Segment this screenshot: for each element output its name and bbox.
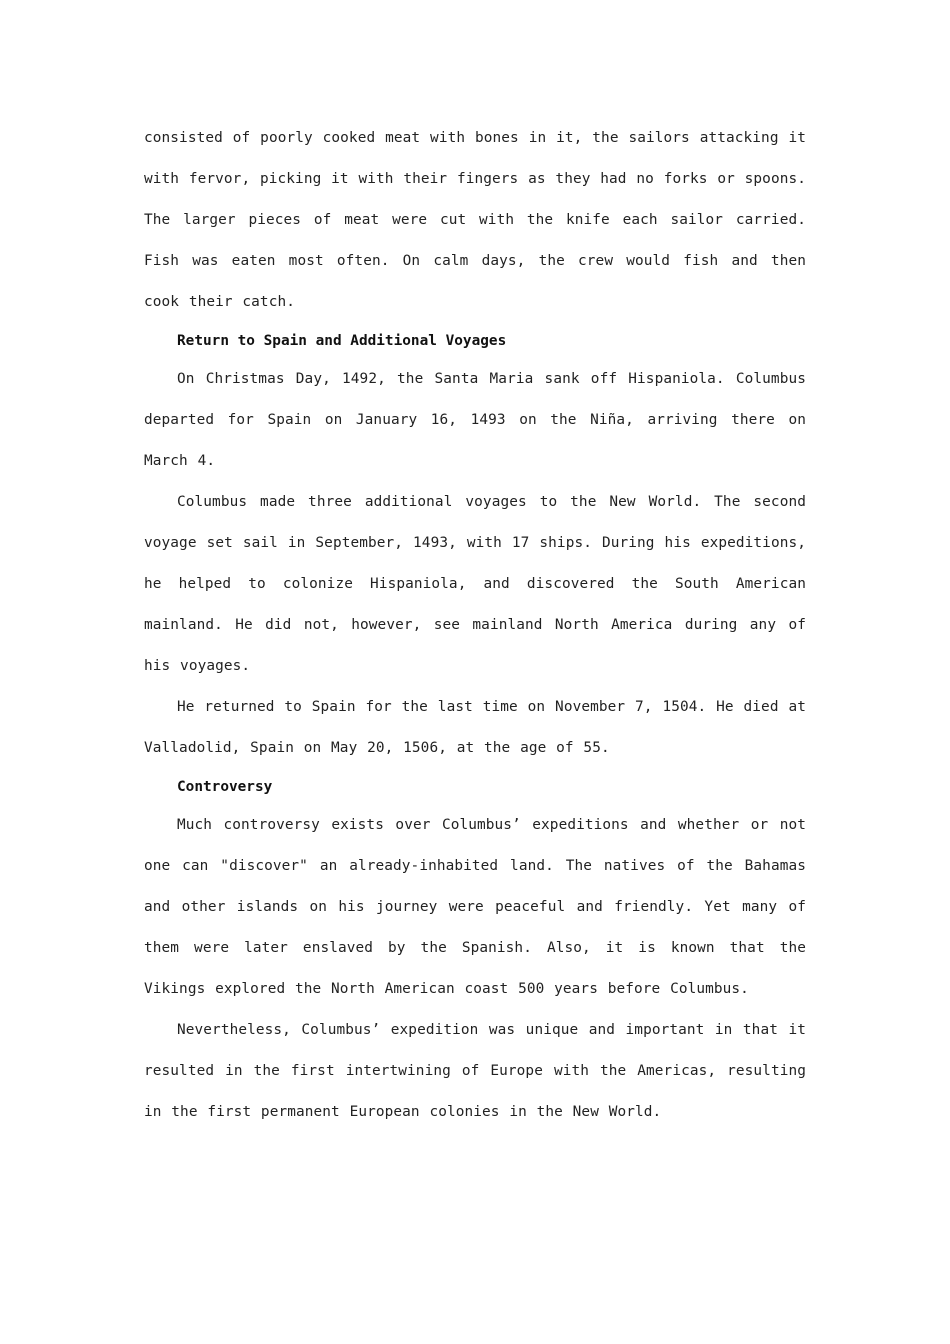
- paragraph-santa-maria: On Christmas Day, 1492, the Santa Maria sank off Hispaniola. Columbus departed for Spain on January 16, 1493 on the Niña, arriving there on March 4.: [144, 371, 806, 469]
- paragraph-additional-voyages: Columbus made three additional voyages to the New World. The second voyage set sail in September, 1493, with 17 ships. During his expeditions, he helped to colonize Hispaniola, and discovered the South American mainland. He did not, however, see mainland North America during any of his voyages.: [144, 494, 806, 674]
- section-heading-controversy: Controversy: [177, 779, 273, 795]
- paragraph-nevertheless: Nevertheless, Columbus’ expedition was unique and important in that it resulted in the first intertwining of Europe with the Americas, resulting in the first permanent European colonies in the New World.: [144, 1022, 806, 1120]
- paragraph-death: He returned to Spain for the last time on November 7, 1504. He died at Valladolid, Spain on May 20, 1506, at the age of 55.: [144, 699, 806, 756]
- section-heading-return-to-spain: Return to Spain and Additional Voyages: [177, 333, 507, 349]
- paragraph-meals-continued: consisted of poorly cooked meat with bones in it, the sailors attacking it with fervor, picking it with their fingers as they had no forks or spoons. The larger pieces of meat were cut with the knife each sailor carried. Fish was eaten most often. On calm days, the crew would fish and then cook their catch.: [144, 130, 806, 310]
- paragraph-controversy: Much controversy exists over Columbus’ expeditions and whether or not one can "discover" an already-inhabited land. The natives of the Bahamas and other islands on his journey were peaceful and friendly. Yet many of them were later enslaved by the Spanish. Also, it is known that the Vikings explored the North American coast 500 years before Columbus.: [144, 817, 806, 997]
- document-body: [144, 118, 806, 1133]
